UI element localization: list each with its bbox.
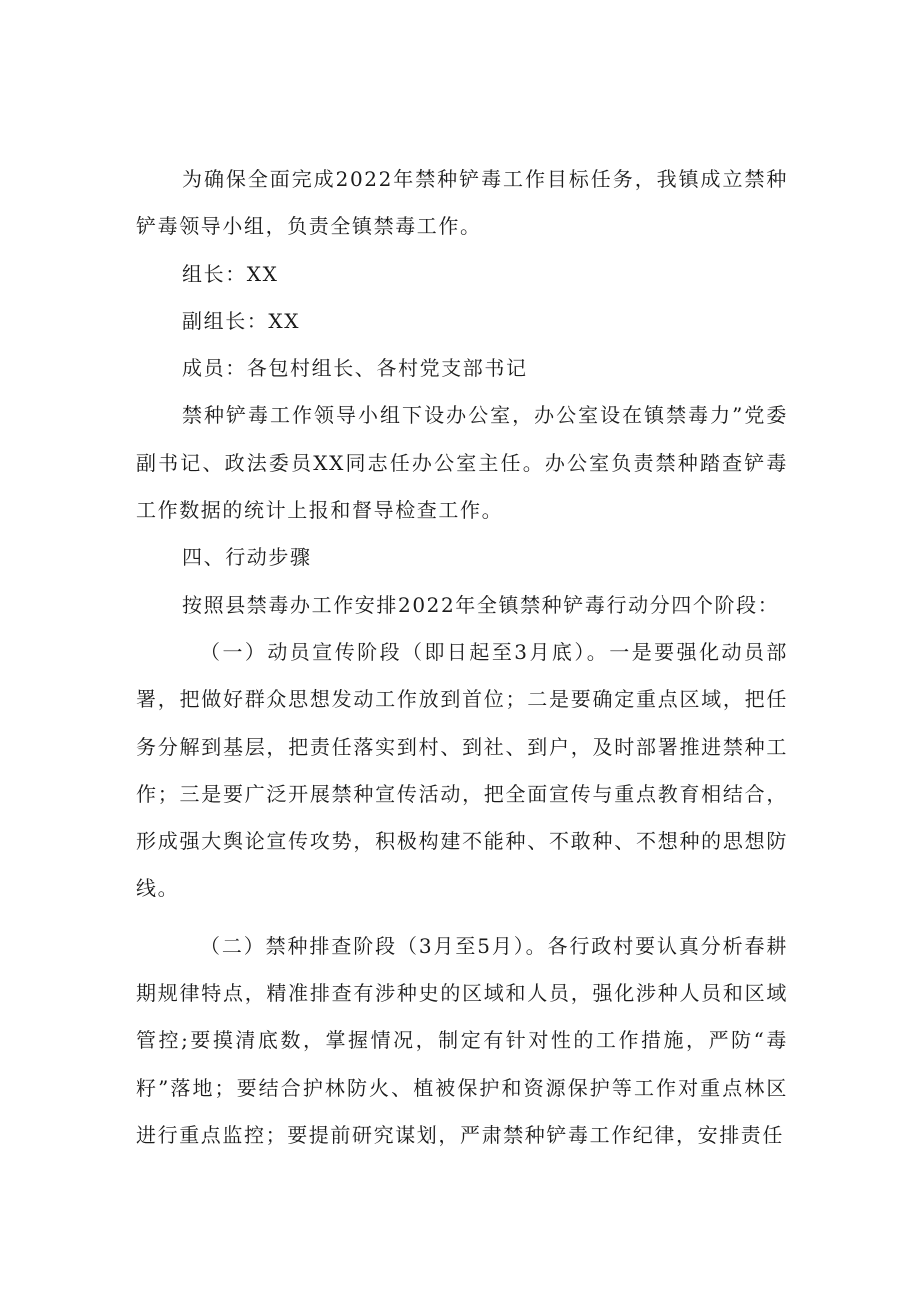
paragraph-stage-one: （一）动员宣传阶段（即日起至3月底）。一是要强化动员部署，把做好群众思想发动工作放到首位；二是要确定重点区域，把任务分解到基层，把责任落实到村、到社、到户，及时部署推进禁种工作；三是要广泛开展禁种宣传活动，把全面宣传与重点教育相结合，形成强大舆论宣传攻势，积极构建不能种、不敢种、不想种的思想防线。: [136, 639, 788, 901]
section-heading-action-steps: 四、行动步骤: [182, 545, 312, 570]
paragraph-group-leader: 组长：XX: [182, 261, 279, 286]
document-body: [136, 156, 788, 1159]
paragraph-stages-intro: 按照县禁毒办工作安排2022年全镇禁种铲毒行动分四个阶段：: [182, 592, 780, 617]
paragraph-stage-two: （二）禁种排查阶段（3月至5月）。各行政村要认真分析春耕期规律特点，精准排查有涉种史的区域和人员，强化涉种人员和区域管控;要摸清底数，掌握情况，制定有针对性的工作措施，严防“毒籽”落地；要结合护林防火、植被保护和资源保护等工作对重点林区进行重点监控；要提前研究谋划，严肃禁种铲毒工作纪律，安排责任: [136, 933, 788, 1147]
paragraph-intro: 为确保全面完成2022年禁种铲毒工作目标任务，我镇成立禁种铲毒领导小组，负责全镇禁毒工作。: [136, 167, 788, 239]
paragraph-office: 禁种铲毒工作领导小组下设办公室，办公室设在镇禁毒力”党委副书记、政法委员XX同志任办公室主任。办公室负责禁种踏查铲毒工作数据的统计上报和督导检查工作。: [136, 403, 788, 523]
paragraph-members: 成员：各包村组长、各村党支部书记: [182, 356, 528, 381]
paragraph-deputy-leader: 副组长：XX: [182, 308, 301, 333]
